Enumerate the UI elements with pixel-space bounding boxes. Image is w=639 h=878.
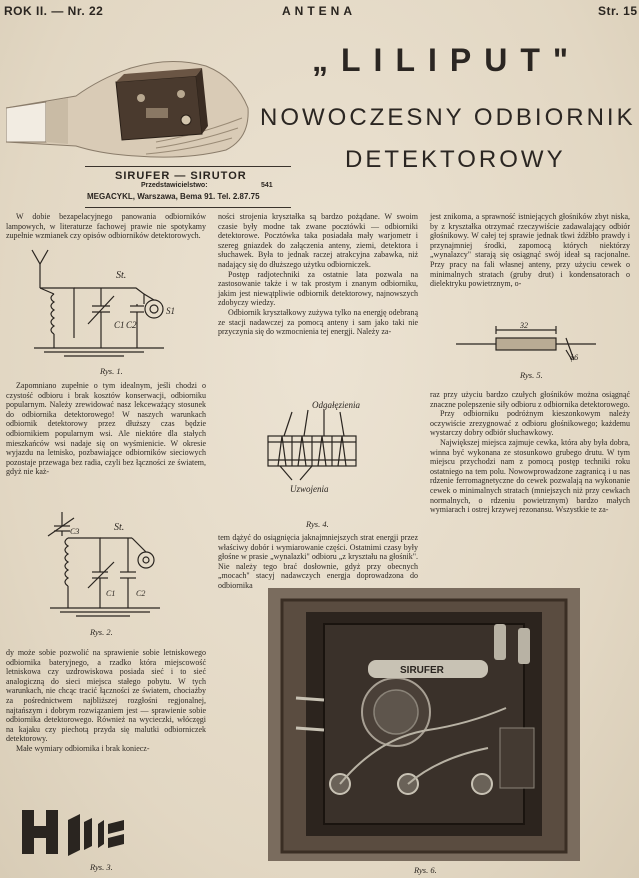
figure-2-circuit: [40, 512, 170, 624]
column-right-top: jest znikoma, a sprawność istniejących głośników zbyt niska, by z kryształka otrzymać rzeczywiście zadawalający odbiór głośnikowy. W całej tej sprawie jednak tkwi źdźbło prawdy i przynajmniej środki, zapomocą których niektórzy „wynalazcy" starają się osiągnąć swój ideał są racjonalne. Przy pracy na fali własnej anteny, przy użyciu cewek o minimalnych stratach (gruby drut) i kondensatorach o dielektryku powietrznym, o-: [430, 212, 630, 289]
column-left-mid: Zapomniano zupełnie o tym idealnym, jeśli chodzi o czystość odbioru i brak kosztów konserwacji, odbiorniku popularnym. Należy zrewidować nasz lekceważący stosunek do odbiornika detektorowego! W naszych warunkach odbiornik detektorowy przez dłuższy czas będzie odbiornikiem popularnym wsi. Ale niektóre dla stałych mieszkańców wsi nadaje się on wyśmienicie. W okresie wyjazdu na letnisko, pozbawiające odbiorników sieciowych pozostaje przewaga bez radia, czyli bez łączności ze światem, gdyż nie każ-: [6, 381, 206, 477]
caption-rys6: Rys. 6.: [414, 865, 437, 875]
advertisement: [85, 166, 291, 208]
figure-4-coil: [262, 400, 382, 495]
caption-rys5: Rys. 5.: [520, 370, 543, 380]
article-subtitle-2: DETEKTOROWY: [345, 146, 566, 173]
article-subtitle: NOWOCZESNY ODBIORNIK: [260, 104, 636, 131]
column-middle-bottom: tem dążyć do osiągnięcia jaknajmniejszych strat energji przez właściwy dobór i wymiarowanie części. Ostatnimi czasy były głośne w prasie „wynalazki" odbioru „z kryształu na głośnik". Nie należy tego brać dosłownie, gdyż przy obecnych „mocach" stacyj nadawczych energja doprowadzona do odbiornika: [218, 533, 418, 590]
column-right-mid: raz przy użyciu bardzo czułych głośników można osiągnąć znaczne polepszenie siły odbioru z odbiornika detektorowego. Przy odbiorniku podróżnym kieszonkowym należy oczywiście zrezygnować z odbioru głośnikowego; każdemu wystarczy dobry odbiór słuchawkowy. Największej miejsca zajmuje cewka, która aby była dobra, winna być wykonana ze stosunkowo grubego drutu. W tym miejscu przychodzi nam z pomocą postęp techniki roku ostatniego na tem polu. Nowowprowadzone zagranicą i u nas rdzenie ferromagnetyczne do cewek pozwalają na wykonanie cewek o minimalnych stratach (mniejszych niż przy cewkach normalnych, o rdzeniu powietrznym) bardzo małych wymiarach i ostrej krzywej rezonansu. Wszystkie te za-: [430, 390, 630, 515]
ad-company: SIRUFER — SIRUTOR: [115, 170, 247, 182]
issue-number: ROK II. — Nr. 22: [4, 4, 104, 18]
column-left-top: W dobie bezapelacyjnego panowania odbiorników lampowych, w literaturze fachowej prawie nie spotykamy zupełnie wzmianek czy opisów odbiorników detektorowych.: [6, 212, 206, 241]
label-c3: C3: [70, 527, 80, 536]
caption-rys2: Rys. 2.: [90, 627, 113, 637]
ad-address: MEGACYKL, Warszawa, Bema 91. Tel. 2.87.75: [87, 192, 260, 201]
ad-number: 541: [261, 182, 273, 189]
label-st: St.: [116, 270, 127, 281]
photo-sirufer-label: SIRUFER: [400, 665, 444, 676]
label-s1: S1: [166, 306, 175, 316]
figure-3-core: [20, 806, 130, 858]
ad-representative: Przedstawicielstwo:: [141, 182, 208, 189]
hand-receiver-illustration: [6, 38, 254, 166]
label-uzwojenia: Uzwojenia: [290, 484, 329, 494]
label-c1: C1: [114, 320, 125, 330]
caption-rys1: Rys. 1.: [100, 366, 123, 376]
receiver-photo: [268, 588, 580, 861]
label-c2-2: C2: [136, 589, 146, 598]
article-title: „LILIPUT": [312, 42, 582, 78]
column-middle-top: ności strojenia kryształka są bardzo pożądane. W swoim czasie były modne tak zwane pocztówki — odbiorniki detektorowe. Pocztówka taka posiadała mały warjometr i szereg gniazdek do załączenia anteny, ziemi, detektora i słuchawek. Była to jednak raczej atrakcyjna zabawka, niż nadający się do dłuższego użytku odbiorniczek. Postęp radjotechniki za ostatnie lata pozwala na zastosowanie także i w tak prostym i znanym odbiorniku, jakim jest niewątpliwie odbiornik detektorowy, najnowszych zdobyczy wiedzy. Odbiornik kryształkowy zużywa tylko na energję odebraną ze stacji nadawczej za pomocą anteny i sam jako taki nie przyczynia się do wzmocnienia tej energji. Należy za-: [218, 212, 418, 337]
label-st-2: St.: [114, 522, 125, 533]
figure-1-circuit: [14, 248, 184, 358]
label-odgalezienia: Odgałęzienia: [312, 400, 360, 410]
label-c2: C2: [126, 320, 137, 330]
column-left-bottom: dy może sobie pozwolić na sprawienie sobie letniskowego odbiornika bateryjnego, a rzadko która miejscowość letniskowa czy uzdrowiskowa posiada sieć i to sieć analogiczną do sieci miejsca stałego pobytu. W tych warunkach, nie chcąc tracić łączności ze światem, chociażby za pośrednictwem najbliższej rozgłośni regjonalnej, najtańszym i dobrym rozwiązaniem jest — sprawienie sobie odbiornika detektorowego. Również na wycieczki, włóczęgi na kajaku czy piechotą przyda się malutki odbiorniczek detektorowy. Małe wymiary odbiornika i brak koniecz-: [6, 648, 206, 753]
label-dim-6: ϕ6: [570, 353, 579, 362]
magazine-title: ANTENA: [282, 4, 356, 18]
label-dim-32: 32: [520, 321, 528, 330]
page-number: Str. 15: [598, 4, 638, 18]
label-c1-2: C1: [106, 589, 116, 598]
figure-5-rod: [456, 320, 606, 368]
caption-rys3: Rys. 3.: [90, 862, 113, 872]
caption-rys4: Rys. 4.: [306, 519, 329, 529]
